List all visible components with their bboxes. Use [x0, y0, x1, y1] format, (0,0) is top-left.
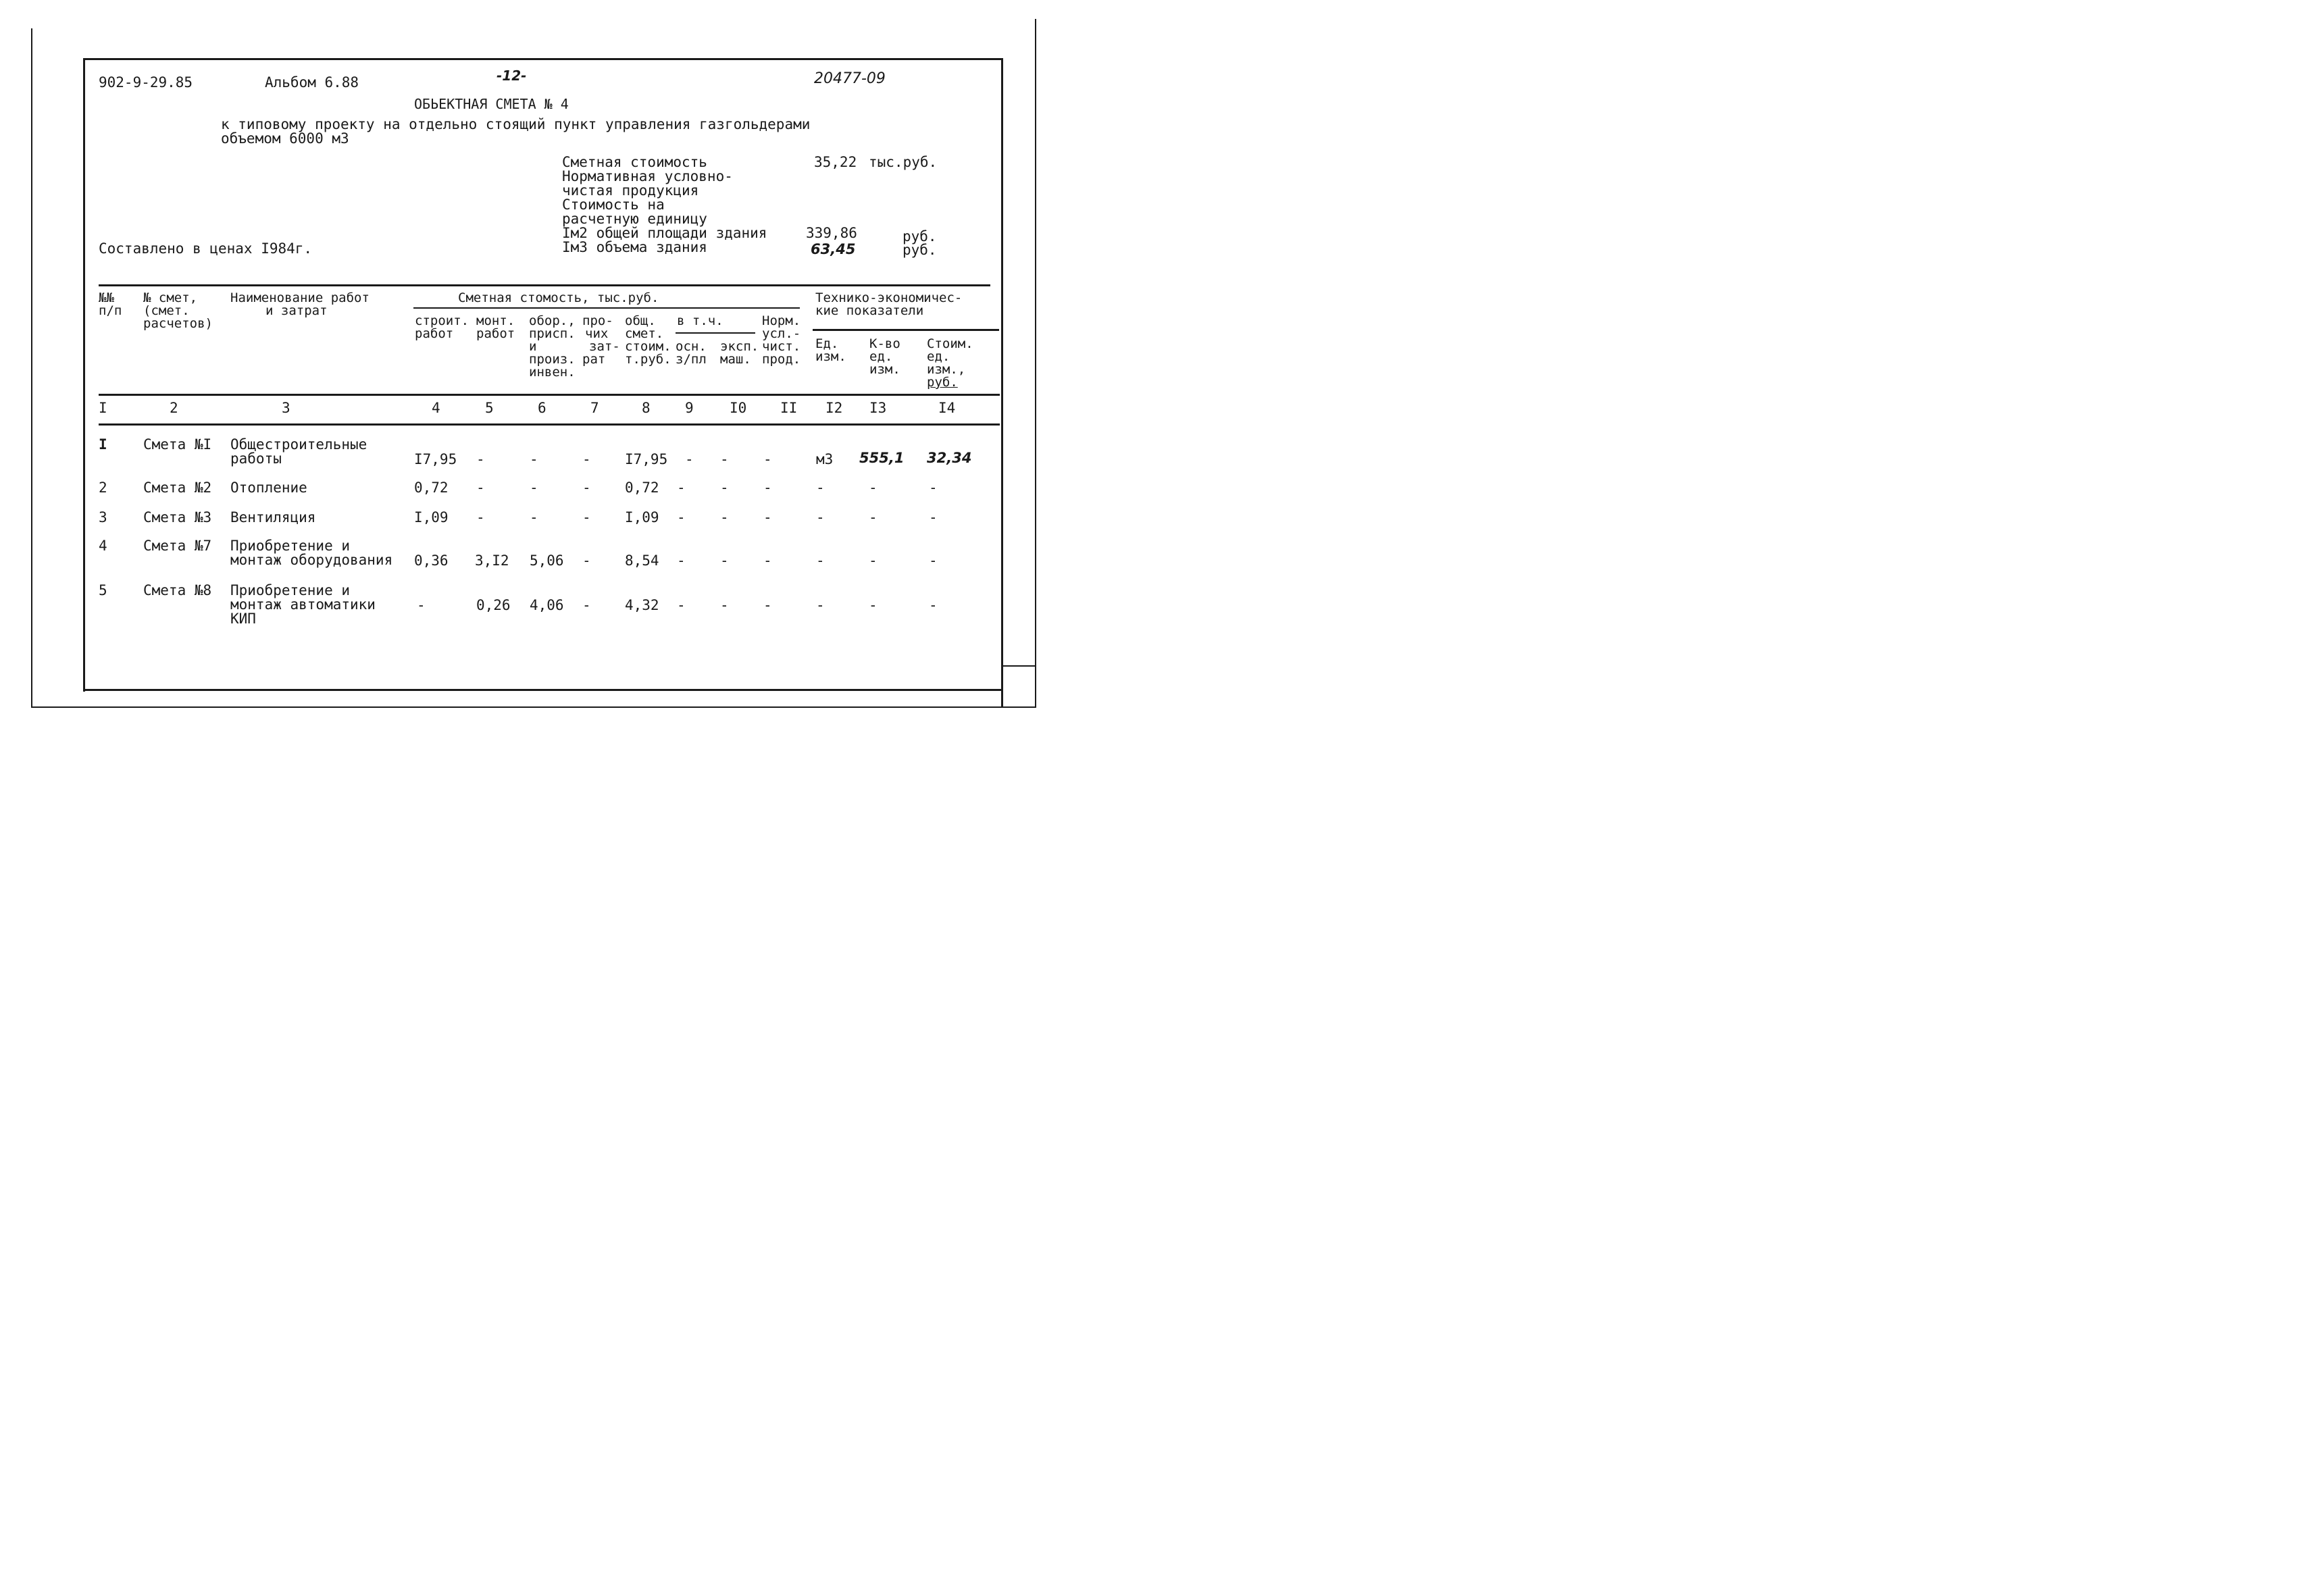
header-other: [582, 315, 620, 366]
header-norm-2: усл.-: [762, 326, 801, 341]
page-title: ОБЬЕКТНАЯ СМЕТА № 4: [414, 96, 569, 112]
unit-volume: руб.: [903, 242, 937, 258]
header-total-2: смет.: [625, 326, 664, 341]
inner-top-border: [83, 58, 1003, 60]
header-tech-group: [815, 292, 962, 317]
table-row-2-qty: -: [869, 480, 878, 496]
header-installation-2: работ: [476, 326, 515, 341]
subtitle-line-1: к типовому проекту на отдельно стоящий пункт управления газгольдерами: [221, 116, 811, 132]
table-row-5-num: 5: [99, 582, 107, 598]
outer-left-border: [31, 28, 32, 708]
tech-group-underline: [813, 329, 999, 331]
table-row-2-price: -: [929, 480, 938, 496]
label-cost: Сметная стоимость: [562, 154, 707, 170]
header-equipment-2: присп.: [529, 326, 576, 341]
table-row-3-estimate: Смета №3: [143, 509, 212, 525]
table-row-3-norm: -: [763, 509, 772, 525]
table-row-1-name-2: работы: [230, 451, 282, 467]
table-row-1-price: 32,34: [927, 450, 972, 466]
table-row-2-construction: 0,72: [414, 480, 449, 496]
header-qty-3: изм.: [869, 362, 900, 377]
header-qty-1: К-во: [869, 336, 900, 351]
summary-labels: [562, 155, 767, 255]
header-qty: [869, 338, 900, 376]
header-other-1: про-: [582, 313, 613, 328]
column-numbers-line: [99, 423, 1000, 426]
header-unit-2: изм.: [815, 349, 846, 364]
table-row-1-unit: м3: [816, 451, 834, 467]
header-construction-2: работ: [415, 326, 454, 341]
table-row-1-qty: 555,1: [859, 450, 905, 466]
prices-note: Составлено в ценах I984г.: [99, 240, 313, 257]
header-tech-group-1: Технико-экономичес-: [815, 290, 963, 305]
inner-left-border: [83, 58, 85, 692]
header-equipment: [529, 315, 576, 379]
header-wages: [676, 340, 707, 366]
label-norm-1: Нормативная условно-: [562, 168, 733, 184]
stamp-divider: [1001, 665, 1036, 667]
header-estimate-2: (смет.: [143, 303, 190, 318]
table-row-1-wages: -: [685, 451, 694, 467]
subtitle-line-2: объемом 6000 м3: [221, 130, 349, 147]
table-row-4-estimate: Смета №7: [143, 538, 212, 554]
header-estimate-1: № смет,: [143, 290, 198, 305]
table-row-2-name: Отопление: [230, 480, 307, 496]
header-unit-1: Ед.: [815, 336, 839, 351]
table-row-3-other: -: [582, 509, 591, 525]
outer-bottom-border: [31, 706, 1036, 708]
column-number-11: II: [780, 400, 798, 416]
header-cost-group: Сметная стомость, тыс.руб.: [458, 290, 659, 305]
table-row-5-name-3: КИП: [230, 611, 256, 627]
header-estimate-3: расчетов): [143, 316, 213, 331]
header-incl: в т.ч.: [677, 313, 723, 328]
header-norm: [762, 315, 800, 366]
table-row-5-estimate: Смета №8: [143, 582, 212, 598]
header-other-3: зат-: [589, 339, 620, 354]
table-row-4-name-1: Приобретение и: [230, 538, 351, 554]
table-row-3-construction: I,09: [414, 509, 449, 525]
label-volume: Iм3 объема здания: [562, 239, 707, 255]
inner-bottom-border: [83, 689, 1003, 691]
value-volume: 63,45: [811, 241, 856, 257]
inner-right-border: [1001, 58, 1003, 708]
column-number-1: I: [99, 400, 107, 416]
table-row-1-estimate: Смета №I: [143, 436, 212, 453]
header-equipment-3: и: [529, 339, 537, 354]
header-num-1: №№: [99, 290, 114, 305]
table-row-4-equipment: 5,06: [530, 552, 564, 569]
header-price-1: Стоим.: [927, 336, 973, 351]
table-row-5-total: 4,32: [625, 597, 659, 613]
table-row-2-wages: -: [677, 480, 686, 496]
document-number: 20477-09: [814, 70, 886, 87]
table-row-1-name: [230, 438, 367, 466]
header-price-3: изм.,: [927, 362, 966, 377]
table-row-3-total: I,09: [625, 509, 659, 525]
table-row-5-qty: -: [869, 597, 878, 613]
header-equipment-4: произ.: [529, 352, 576, 367]
column-number-5: 5: [485, 400, 494, 416]
table-row-1-other: -: [582, 451, 591, 467]
table-row-2-unit: -: [816, 480, 825, 496]
header-total-4: т.руб.: [625, 352, 671, 367]
column-number-14: I4: [938, 400, 956, 416]
table-row-1-norm: -: [763, 451, 772, 467]
table-row-2-installation: -: [476, 480, 485, 496]
header-estimate: [143, 292, 213, 330]
label-area: Iм2 общей площади здания: [562, 225, 767, 241]
table-row-4-total: 8,54: [625, 552, 659, 569]
column-number-12: I2: [825, 400, 843, 416]
page-number: -12-: [497, 68, 527, 84]
table-row-5-installation: 0,26: [476, 597, 511, 613]
label-unit-cost-2: расчетную единицу: [562, 211, 707, 227]
table-row-3-price: -: [929, 509, 938, 525]
header-equipment-1: обор.,: [529, 313, 576, 328]
header-machines-2: маш.: [720, 352, 751, 367]
table-row-3-name: Вентиляция: [230, 509, 316, 525]
table-row-4-name: [230, 539, 392, 567]
table-row-1-installation: -: [476, 451, 485, 467]
outer-right-border: [1035, 19, 1036, 708]
header-price-4: руб.: [927, 375, 958, 390]
column-number-8: 8: [642, 400, 651, 416]
label-norm-2: чистая продукция: [562, 182, 699, 199]
header-construction: [415, 315, 469, 340]
table-row-2-other: -: [582, 480, 591, 496]
header-price-2: ед.: [927, 349, 950, 364]
table-row-3-unit: -: [816, 509, 825, 525]
header-name: [230, 292, 370, 317]
header-machines: [720, 340, 759, 366]
header-total: [625, 315, 671, 366]
incl-underline: [676, 332, 755, 334]
table-row-5-other: -: [582, 597, 591, 613]
table-row-4-name-2: монтаж оборудования: [230, 552, 393, 568]
table-row-2-num: 2: [99, 480, 107, 496]
table-row-4-price: -: [929, 552, 938, 569]
table-row-4-construction: 0,36: [414, 552, 449, 569]
header-other-4: рат: [582, 352, 606, 367]
table-row-3-qty: -: [869, 509, 878, 525]
table-row-5-wages: -: [677, 597, 686, 613]
table-row-3-wages: -: [677, 509, 686, 525]
table-row-3-equipment: -: [530, 509, 538, 525]
table-row-1-equipment: -: [530, 451, 538, 467]
label-unit-cost-1: Стоимость на: [562, 197, 665, 213]
header-installation: [476, 315, 515, 340]
table-row-4-qty: -: [869, 552, 878, 569]
table-row-1-name-1: Общестроительные: [230, 436, 367, 453]
table-row-3-machines: -: [720, 509, 729, 525]
header-installation-1: монт.: [476, 313, 515, 328]
table-row-2-total: 0,72: [625, 480, 659, 496]
table-row-5-machines: -: [720, 597, 729, 613]
header-norm-3: чист.: [762, 339, 801, 354]
header-tech-group-2: кие показатели: [815, 303, 924, 318]
cost-group-underline: [413, 307, 800, 309]
table-row-5-name: [230, 584, 376, 626]
table-row-1-machines: -: [720, 451, 729, 467]
column-number-3: 3: [282, 400, 290, 416]
unit-cost: тыс.руб.: [869, 154, 938, 170]
table-row-5-norm: -: [763, 597, 772, 613]
value-area: 339,86: [806, 225, 857, 241]
column-number-9: 9: [685, 400, 694, 416]
page-subtitle: [221, 118, 810, 146]
table-row-5-unit: -: [816, 597, 825, 613]
table-row-5-name-1: Приобретение и: [230, 582, 351, 598]
table-top-line: [99, 284, 990, 286]
header-machines-1: эксп.: [720, 339, 759, 354]
table-row-2-estimate: Смета №2: [143, 480, 212, 496]
column-number-13: I3: [869, 400, 887, 416]
table-row-5-price: -: [929, 597, 938, 613]
column-number-10: I0: [730, 400, 747, 416]
column-number-7: 7: [590, 400, 599, 416]
value-cost: 35,22: [814, 154, 857, 170]
column-number-4: 4: [432, 400, 440, 416]
header-qty-2: ед.: [869, 349, 893, 364]
table-row-5-construction: -: [417, 597, 426, 613]
header-equipment-5: инвен.: [529, 365, 576, 380]
header-name-1: Наименование работ: [230, 290, 370, 305]
table-row-5-equipment: 4,06: [530, 597, 564, 613]
table-row-4-unit: -: [816, 552, 825, 569]
header-num-2: п/п: [99, 303, 122, 318]
header-bottom-line: [99, 394, 1000, 396]
header-num: [99, 292, 122, 317]
column-number-6: 6: [538, 400, 547, 416]
header-unit: [815, 338, 846, 363]
table-row-3-installation: -: [476, 509, 485, 525]
table-row-4-num: 4: [99, 538, 107, 554]
column-number-2: 2: [170, 400, 178, 416]
header-price: [927, 338, 973, 389]
table-row-4-machines: -: [720, 552, 729, 569]
document-code: 902-9-29.85: [99, 74, 193, 91]
header-total-1: общ.: [625, 313, 656, 328]
table-row-1-total: I7,95: [625, 451, 668, 467]
header-wages-2: з/пл: [676, 352, 707, 367]
header-construction-1: строит.: [415, 313, 469, 328]
table-row-4-norm: -: [763, 552, 772, 569]
table-row-2-norm: -: [763, 480, 772, 496]
table-row-4-installation: 3,I2: [475, 552, 509, 569]
header-other-2: чих: [585, 326, 609, 341]
table-row-2-equipment: -: [530, 480, 538, 496]
table-row-4-wages: -: [677, 552, 686, 569]
header-wages-1: осн.: [676, 339, 707, 354]
table-row-3-num: 3: [99, 509, 107, 525]
header-norm-1: Норм.: [762, 313, 801, 328]
header-name-2: и затрат: [265, 303, 328, 318]
table-row-5-name-2: монтаж автоматики: [230, 596, 376, 613]
table-row-1-construction: I7,95: [414, 451, 457, 467]
table-row-1-num: I: [99, 436, 107, 453]
album-label: Альбом 6.88: [265, 74, 359, 91]
header-norm-4: прод.: [762, 352, 801, 367]
table-row-2-machines: -: [720, 480, 729, 496]
unit-area: руб.: [903, 228, 937, 244]
table-row-4-other: -: [582, 552, 591, 569]
header-total-3: стоим.: [625, 339, 671, 354]
